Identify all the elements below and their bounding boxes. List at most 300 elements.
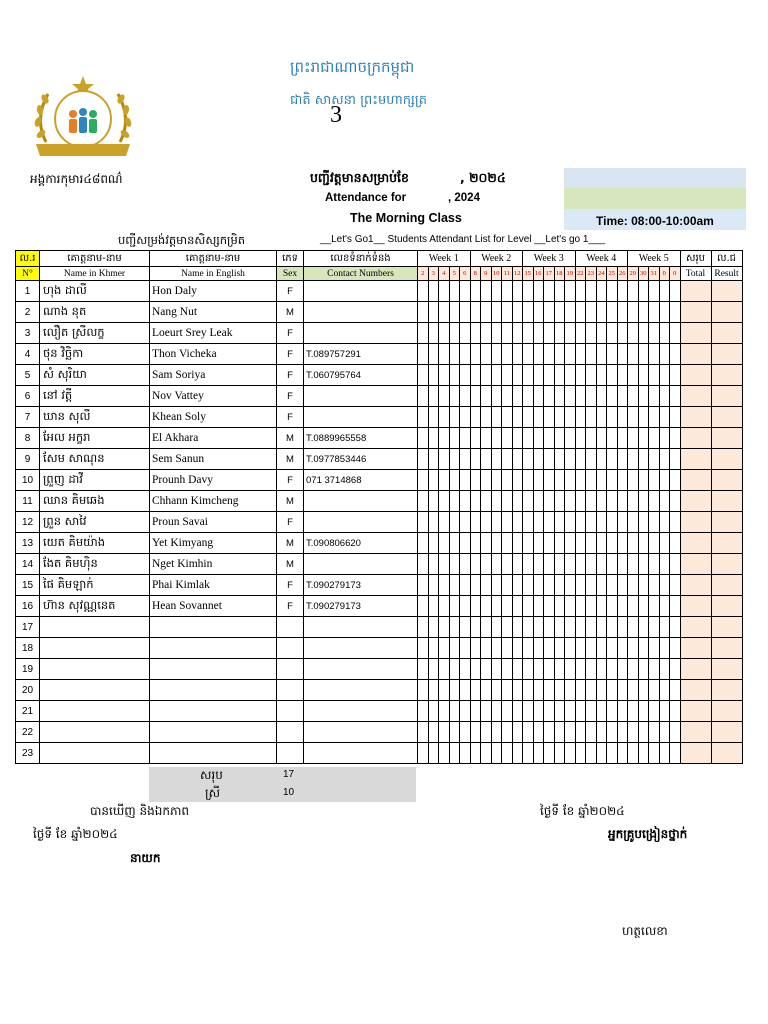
cell-result [711, 344, 742, 365]
cell-attendance [502, 407, 513, 428]
cell-attendance [533, 596, 544, 617]
cell-attendance [449, 680, 460, 701]
cell-attendance [628, 533, 639, 554]
attendance-year-kh: , ២០២៤ [460, 170, 506, 185]
cell-attendance [596, 512, 607, 533]
cell-no: 5 [16, 365, 40, 386]
cell-attendance [512, 428, 523, 449]
cell-sex [277, 680, 304, 701]
cell-attendance [670, 701, 681, 722]
cell-total [680, 302, 711, 323]
cell-attendance [607, 365, 618, 386]
header-color-box-green [564, 188, 746, 209]
cell-attendance [575, 701, 586, 722]
cell-attendance [439, 554, 450, 575]
cell-attendance [649, 491, 660, 512]
cell-attendance [586, 575, 597, 596]
cell-attendance [638, 659, 649, 680]
cell-attendance [607, 596, 618, 617]
table-row [16, 365, 743, 386]
cell-total [680, 659, 711, 680]
cell-attendance [481, 554, 492, 575]
cell-attendance [554, 638, 565, 659]
cell-attendance [659, 407, 670, 428]
cell-name-en: Hon Daly [150, 281, 277, 302]
cell-attendance [596, 659, 607, 680]
cell-attendance [449, 659, 460, 680]
cell-attendance [502, 344, 513, 365]
cell-attendance [565, 680, 576, 701]
cell-attendance [491, 680, 502, 701]
cell-attendance [491, 344, 502, 365]
cell-attendance [607, 722, 618, 743]
cell-attendance [512, 323, 523, 344]
cell-attendance [428, 365, 439, 386]
cell-attendance [617, 302, 628, 323]
table-row [16, 281, 743, 302]
cell-attendance [512, 575, 523, 596]
cell-attendance [575, 449, 586, 470]
cell-attendance [460, 323, 471, 344]
page-number: 3 [330, 102, 342, 128]
cell-attendance [670, 491, 681, 512]
cell-attendance [439, 281, 450, 302]
cell-attendance [481, 428, 492, 449]
cell-attendance [418, 281, 429, 302]
cell-attendance [544, 701, 555, 722]
cell-attendance [460, 512, 471, 533]
cell-attendance [418, 470, 429, 491]
cell-attendance [502, 323, 513, 344]
cell-attendance [617, 428, 628, 449]
cell-result [711, 365, 742, 386]
cell-attendance [449, 407, 460, 428]
cell-attendance [481, 638, 492, 659]
cell-attendance [586, 596, 597, 617]
cell-contact: T.060795764 [304, 365, 418, 386]
cell-attendance [554, 554, 565, 575]
cell-total [680, 344, 711, 365]
cell-attendance [670, 470, 681, 491]
cell-attendance [512, 302, 523, 323]
cell-attendance [596, 554, 607, 575]
cell-attendance [586, 428, 597, 449]
cell-total [680, 386, 711, 407]
cell-attendance [649, 680, 660, 701]
header-total-kh: សរុប [680, 251, 711, 267]
cell-attendance [470, 428, 481, 449]
header-day: 0 [670, 267, 681, 281]
cell-attendance [565, 512, 576, 533]
cell-name-en [150, 743, 277, 764]
cell-attendance [460, 575, 471, 596]
cell-attendance [533, 470, 544, 491]
cell-attendance [460, 407, 471, 428]
cell-attendance [617, 659, 628, 680]
cell-attendance [554, 407, 565, 428]
cell-attendance [617, 449, 628, 470]
cell-attendance [523, 680, 534, 701]
cell-attendance [596, 722, 607, 743]
cell-attendance [628, 743, 639, 764]
cell-attendance [544, 344, 555, 365]
cell-no: 7 [16, 407, 40, 428]
cell-attendance [481, 323, 492, 344]
cell-attendance [607, 638, 618, 659]
cell-attendance [502, 281, 513, 302]
cell-attendance [670, 596, 681, 617]
cell-attendance [439, 302, 450, 323]
cell-sex [277, 659, 304, 680]
cell-sex: F [277, 323, 304, 344]
cell-attendance [659, 365, 670, 386]
cell-sex [277, 743, 304, 764]
cell-attendance [502, 596, 513, 617]
cell-attendance [544, 428, 555, 449]
cell-name-kh: ផៃ គិមឡាក់ [40, 575, 150, 596]
cell-attendance [659, 428, 670, 449]
cell-attendance [428, 617, 439, 638]
cell-attendance [533, 722, 544, 743]
table-row [16, 722, 743, 743]
cell-result [711, 596, 742, 617]
table-row [16, 344, 743, 365]
cell-attendance [502, 575, 513, 596]
cell-attendance [544, 659, 555, 680]
cell-attendance [638, 533, 649, 554]
cell-attendance [533, 554, 544, 575]
cell-name-kh: លឿត ស្រីលក្ខ [40, 323, 150, 344]
cell-attendance [649, 722, 660, 743]
class-name: The Morning Class [350, 211, 462, 225]
cell-no: 11 [16, 491, 40, 512]
cell-attendance [617, 680, 628, 701]
cell-attendance [470, 365, 481, 386]
cell-contact [304, 407, 418, 428]
cell-attendance [533, 617, 544, 638]
header-contact-en: Contact Numbers [304, 267, 418, 281]
cell-name-en: Sam Soriya [150, 365, 277, 386]
cell-attendance [607, 386, 618, 407]
cell-attendance [617, 512, 628, 533]
cell-sex: M [277, 491, 304, 512]
table-row [16, 638, 743, 659]
cell-no: 19 [16, 659, 40, 680]
cell-attendance [533, 302, 544, 323]
cell-result [711, 491, 742, 512]
cell-attendance [523, 575, 534, 596]
cell-attendance [460, 680, 471, 701]
cell-attendance [575, 407, 586, 428]
cell-sex: F [277, 470, 304, 491]
cell-result [711, 281, 742, 302]
cell-attendance [628, 638, 639, 659]
cell-result [711, 617, 742, 638]
cell-attendance [670, 386, 681, 407]
cell-sex: M [277, 449, 304, 470]
cell-attendance [449, 281, 460, 302]
cell-attendance [670, 407, 681, 428]
cell-attendance [638, 428, 649, 449]
cell-name-kh [40, 659, 150, 680]
cell-attendance [439, 617, 450, 638]
cell-attendance [512, 491, 523, 512]
cell-attendance [439, 680, 450, 701]
cell-attendance [544, 743, 555, 764]
cell-attendance [523, 533, 534, 554]
cell-attendance [649, 323, 660, 344]
cell-attendance [544, 491, 555, 512]
cell-attendance [428, 533, 439, 554]
cell-attendance [470, 470, 481, 491]
cell-attendance [418, 680, 429, 701]
cell-name-en: Thon Vicheka [150, 344, 277, 365]
cell-sex [277, 701, 304, 722]
cell-attendance [502, 722, 513, 743]
cell-attendance [554, 491, 565, 512]
cell-attendance [617, 554, 628, 575]
cell-attendance [544, 449, 555, 470]
cell-attendance [649, 407, 660, 428]
cell-attendance [481, 281, 492, 302]
cell-attendance [607, 344, 618, 365]
cell-attendance [439, 323, 450, 344]
cell-attendance [502, 365, 513, 386]
cell-attendance [575, 323, 586, 344]
cell-attendance [418, 722, 429, 743]
cell-attendance [544, 554, 555, 575]
cell-attendance [512, 596, 523, 617]
cell-attendance [460, 386, 471, 407]
cell-attendance [575, 281, 586, 302]
cell-attendance [596, 323, 607, 344]
cell-name-kh: អែល អក្ខរា [40, 428, 150, 449]
cell-attendance [617, 575, 628, 596]
cell-attendance [617, 533, 628, 554]
cell-attendance [607, 428, 618, 449]
cell-attendance [607, 302, 618, 323]
cell-attendance [586, 470, 597, 491]
cell-total [680, 449, 711, 470]
cell-attendance [586, 365, 597, 386]
cell-contact [304, 701, 418, 722]
cell-attendance [575, 575, 586, 596]
cell-attendance [565, 701, 576, 722]
cell-attendance [512, 407, 523, 428]
cell-attendance [533, 638, 544, 659]
cell-attendance [649, 344, 660, 365]
table-row [16, 428, 743, 449]
cell-no: 20 [16, 680, 40, 701]
cell-result [711, 428, 742, 449]
cell-sex: F [277, 596, 304, 617]
cell-no: 6 [16, 386, 40, 407]
cell-attendance [659, 533, 670, 554]
cell-result [711, 554, 742, 575]
cell-attendance [617, 407, 628, 428]
header-name-en-en: Name in English [150, 267, 277, 281]
cell-attendance [439, 491, 450, 512]
cell-attendance [523, 407, 534, 428]
cell-attendance [470, 512, 481, 533]
cell-attendance [586, 533, 597, 554]
cell-name-en: Loeurt Srey Leak [150, 323, 277, 344]
cell-attendance [617, 344, 628, 365]
cell-attendance [628, 596, 639, 617]
cell-total [680, 365, 711, 386]
cell-attendance [439, 512, 450, 533]
cell-attendance [659, 491, 670, 512]
cell-attendance [554, 428, 565, 449]
cell-attendance [481, 449, 492, 470]
cell-attendance [470, 701, 481, 722]
cell-attendance [449, 344, 460, 365]
cell-attendance [481, 302, 492, 323]
cell-attendance [575, 428, 586, 449]
cell-attendance [460, 449, 471, 470]
cell-attendance [491, 659, 502, 680]
cell-attendance [491, 701, 502, 722]
cell-attendance [596, 638, 607, 659]
cell-attendance [533, 512, 544, 533]
cell-attendance [554, 449, 565, 470]
cell-attendance [460, 365, 471, 386]
cell-attendance [491, 386, 502, 407]
header-sex-en: Sex [277, 267, 304, 281]
cell-attendance [565, 323, 576, 344]
cell-attendance [470, 386, 481, 407]
cell-attendance [491, 743, 502, 764]
cell-sex: F [277, 344, 304, 365]
header-contact-kh: លេខទំនាក់ទំនង [304, 251, 418, 267]
cell-attendance [649, 701, 660, 722]
cell-attendance [449, 491, 460, 512]
cell-attendance [491, 638, 502, 659]
cell-attendance [670, 575, 681, 596]
cell-contact [304, 554, 418, 575]
cell-attendance [586, 743, 597, 764]
cell-name-kh: នៅ វត្តី [40, 386, 150, 407]
header-color-box-blue [564, 168, 746, 188]
cell-attendance [491, 302, 502, 323]
summary-female-label: ស្រី [205, 786, 220, 800]
cell-attendance [575, 533, 586, 554]
cell-attendance [491, 407, 502, 428]
cell-attendance [460, 617, 471, 638]
cell-attendance [523, 743, 534, 764]
cell-attendance [670, 638, 681, 659]
cell-attendance [617, 701, 628, 722]
cell-attendance [439, 533, 450, 554]
cell-attendance [449, 470, 460, 491]
director-label: នាយក [130, 851, 161, 865]
cell-attendance [418, 617, 429, 638]
cell-attendance [418, 743, 429, 764]
cell-attendance [533, 491, 544, 512]
cell-attendance [460, 281, 471, 302]
cell-result [711, 659, 742, 680]
cell-attendance [596, 596, 607, 617]
cell-attendance [554, 575, 565, 596]
cell-attendance [586, 659, 597, 680]
cell-attendance [418, 701, 429, 722]
cell-attendance [418, 407, 429, 428]
cell-attendance [502, 491, 513, 512]
cell-attendance [596, 575, 607, 596]
cell-attendance [659, 554, 670, 575]
cell-attendance [491, 449, 502, 470]
cell-attendance [617, 365, 628, 386]
cell-name-kh: សំ សុរិយា [40, 365, 150, 386]
cell-attendance [670, 617, 681, 638]
cell-contact: T.090806620 [304, 533, 418, 554]
cell-attendance [565, 365, 576, 386]
cell-attendance [481, 596, 492, 617]
cell-attendance [491, 512, 502, 533]
cell-name-en: Nang Nut [150, 302, 277, 323]
cell-attendance [628, 344, 639, 365]
cell-attendance [596, 680, 607, 701]
cell-sex [277, 722, 304, 743]
cell-total [680, 554, 711, 575]
cell-contact [304, 512, 418, 533]
cell-attendance [565, 533, 576, 554]
cell-total [680, 470, 711, 491]
cell-total [680, 596, 711, 617]
cell-sex: F [277, 407, 304, 428]
cell-attendance [544, 302, 555, 323]
cell-attendance [523, 428, 534, 449]
cell-attendance [470, 344, 481, 365]
cell-no: 17 [16, 617, 40, 638]
cell-attendance [502, 533, 513, 554]
cell-attendance [649, 386, 660, 407]
cell-attendance [628, 302, 639, 323]
cell-attendance [596, 365, 607, 386]
cell-attendance [544, 512, 555, 533]
cell-attendance [628, 659, 639, 680]
cell-attendance [533, 281, 544, 302]
cell-total [680, 533, 711, 554]
cell-attendance [533, 323, 544, 344]
cell-attendance [428, 575, 439, 596]
cell-name-en: Khean Soly [150, 407, 277, 428]
cell-attendance [439, 701, 450, 722]
cell-attendance [565, 743, 576, 764]
cell-sex: M [277, 533, 304, 554]
cell-attendance [449, 596, 460, 617]
cell-attendance [449, 554, 460, 575]
cell-attendance [512, 743, 523, 764]
cell-attendance [575, 386, 586, 407]
cell-attendance [649, 743, 660, 764]
cell-attendance [628, 512, 639, 533]
cell-result [711, 449, 742, 470]
cell-attendance [628, 680, 639, 701]
cell-attendance [481, 491, 492, 512]
cell-attendance [428, 596, 439, 617]
seen-approved-label: បានឃើញ និងឯកភាព [90, 804, 190, 818]
cell-result [711, 533, 742, 554]
cell-attendance [544, 323, 555, 344]
cell-attendance [523, 554, 534, 575]
summary-total-value: 17 [283, 769, 295, 780]
cell-attendance [670, 680, 681, 701]
signature-label: ហត្ថលេខា [622, 924, 668, 938]
cell-attendance [670, 533, 681, 554]
cell-contact [304, 659, 418, 680]
cell-attendance [565, 302, 576, 323]
